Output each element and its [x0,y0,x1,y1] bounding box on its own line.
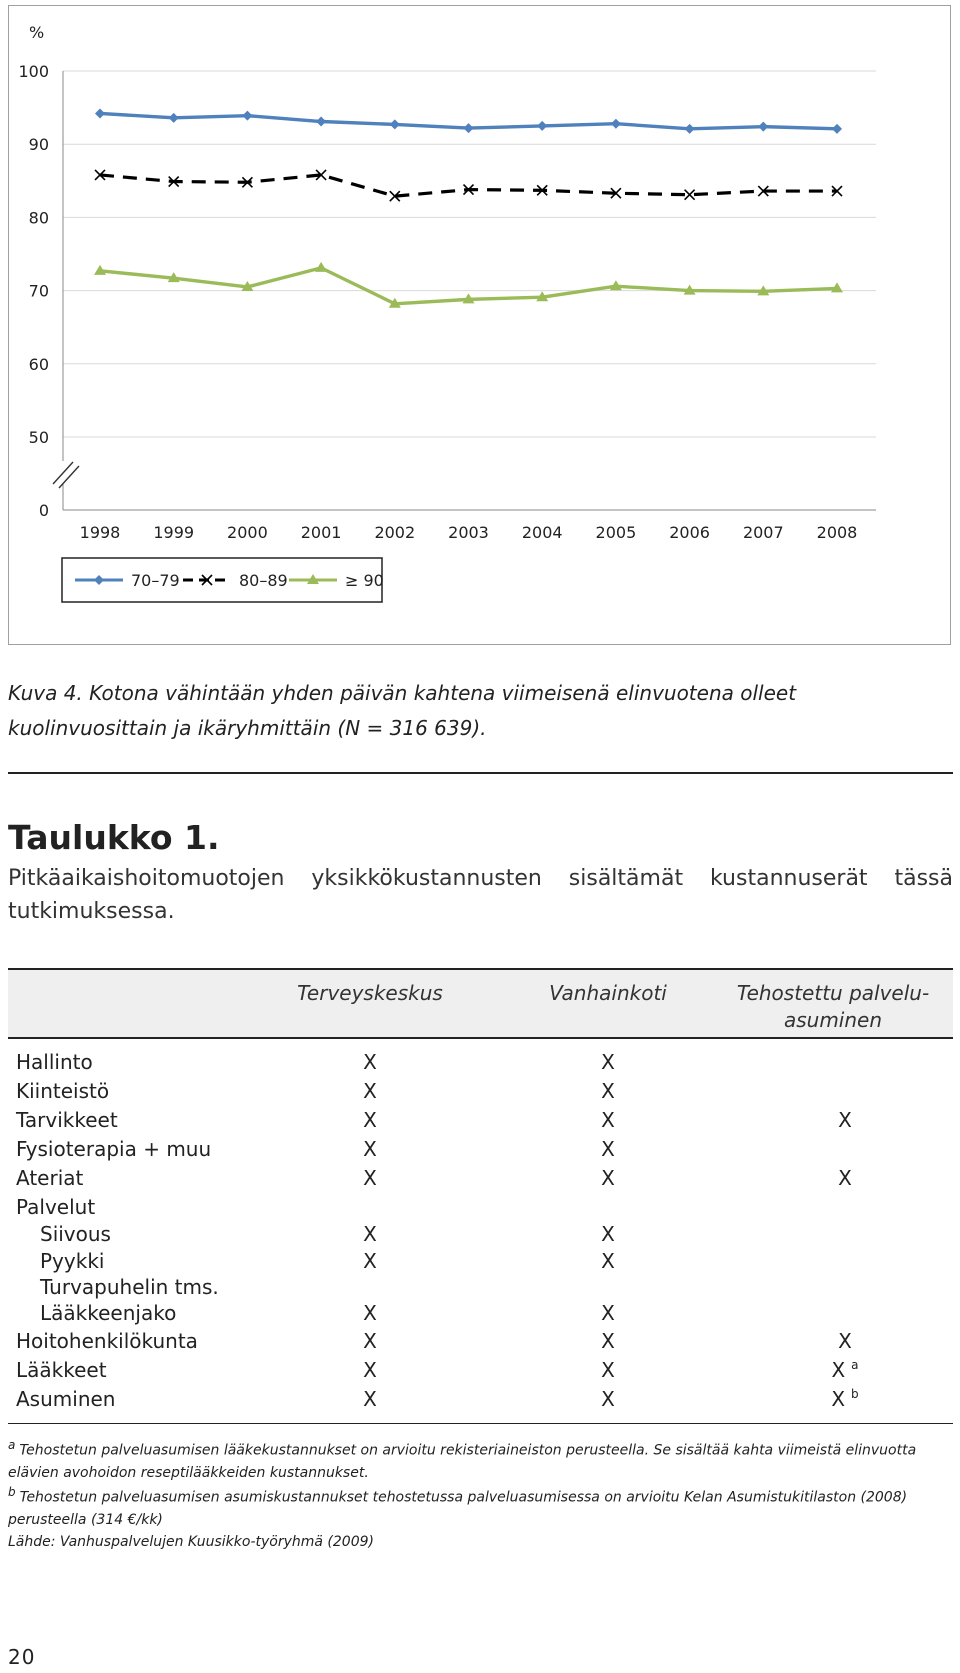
footnote-b-mark: b [8,1485,16,1499]
cell-tehostettu [825,1358,865,1382]
table-row [8,1137,953,1165]
row-label: Ateriat [16,1166,84,1190]
data-point [315,262,327,272]
x-tick-label: 2001 [300,523,342,542]
table-row [8,1108,953,1136]
header-tehostettu-line2: asuminen [783,1008,883,1032]
cell-tehostettu-value: X [838,1329,852,1353]
cell-vanhainkoti: X [601,1050,615,1074]
cell-tehostettu-value: X [831,1358,846,1382]
page-number: 20 [8,1645,36,1669]
cell-terveyskeskus: X [363,1387,377,1411]
table-row [8,1301,953,1329]
table-row [8,1275,953,1303]
x-tick-label: 2005 [595,523,637,542]
data-point [685,124,695,134]
figure-caption: Kuva 4. Kotona vähintään yhden päivän kahtena viimeisenä elinvuotena olleet kuolinvuosittain ja ikäryhmittäin (N = 316 639). [8,681,797,740]
row-label: Hallinto [16,1050,93,1074]
table-title: Taulukko 1. [8,818,220,857]
header-tehostettu-line1: Tehostettu palvelu- [736,981,930,1005]
x-tick-label: 1998 [79,523,121,542]
y-tick-label: 60 [28,354,49,374]
data-point [242,111,252,121]
footnote-a-text: Tehostetun palveluasumisen lääkekustannukset on arvioitu rekisteriaineiston perusteella. Se sisältää kahta viimeistä elinvuotta elävien avohoidon reseptilääkkeiden kustannukset. [8,1442,917,1481]
row-label: Pyykki [40,1249,105,1273]
cell-vanhainkoti: X [601,1329,615,1353]
header-vanhainkoti: Vanhainkoti [549,981,667,1005]
footnote-a-mark: a [8,1438,16,1452]
data-point [464,123,474,133]
table-row [8,1166,953,1194]
footnote-b-text: Tehostetun palveluasumisen asumiskustannukset tehostetussa palveluasumisessa on arvioitu Kelan Asumistukitilaston (2008) perusteella (314 €/kk) [8,1489,908,1528]
cell-tehostettu [825,1329,865,1353]
table-row [8,1249,953,1277]
section-rule [8,772,953,774]
cell-terveyskeskus: X [363,1050,377,1074]
cell-vanhainkoti: X [601,1249,615,1273]
data-point [685,190,695,200]
y-tick-label: 0 [38,501,49,520]
row-label: Turvapuhelin tms. [40,1275,219,1299]
data-point [390,119,400,129]
cell-tehostettu [825,1108,865,1132]
data-point [537,121,547,131]
cell-vanhainkoti: X [601,1222,615,1246]
row-label: Asuminen [16,1387,116,1411]
table-row [8,1222,953,1250]
y-tick-label: 80 [28,208,49,228]
cell-terveyskeskus: X [363,1079,377,1103]
cell-vanhainkoti: X [601,1301,615,1325]
row-label: Siivous [40,1222,111,1246]
cell-terveyskeskus: X [363,1301,377,1325]
cell-terveyskeskus: X [363,1358,377,1382]
y-tick-label: 100 [18,62,49,81]
table-row [8,1387,953,1415]
legend-label: 80–89 [239,571,288,590]
row-label: Tarvikkeet [16,1108,118,1132]
row-label: Fysioterapia + muu [16,1137,212,1161]
data-point [169,113,179,123]
cell-tehostettu-value: X [831,1387,846,1411]
table-row [8,1050,953,1078]
y-tick-label: 50 [28,428,49,447]
x-tick-label: 2007 [742,523,784,542]
x-tick-label: 2000 [227,523,268,542]
line-chart [9,6,950,644]
cell-vanhainkoti: X [601,1166,615,1190]
table-row [8,1195,953,1223]
series-line-1 [100,175,837,196]
row-label: Kiinteistö [16,1079,110,1103]
source-note: Lähde: Vanhuspalvelujen Kuusikko-työryhmä (2009) [8,1533,374,1550]
cell-terveyskeskus: X [363,1249,377,1273]
data-point [832,124,842,134]
row-label: Lääkkeenjako [40,1301,177,1325]
table-row [8,1329,953,1357]
row-label: Palvelut [16,1195,96,1219]
table-subtitle: Pitkäaikaishoitomuotojen yksikkökustannusten sisältämät kustannuserät tässä tutkimuksessa. [8,866,953,924]
cell-vanhainkoti: X [601,1358,615,1382]
cell-terveyskeskus: X [363,1166,377,1190]
x-tick-label: 2002 [374,523,416,542]
cell-tehostettu [825,1387,865,1411]
x-tick-label: 1999 [153,523,195,542]
cell-footnote-mark: b [851,1387,859,1402]
header-terveyskeskus: Terveyskeskus [297,981,443,1005]
table-row [8,1079,953,1107]
cell-tehostettu-value: X [838,1108,852,1132]
cell-terveyskeskus: X [363,1108,377,1132]
row-label: Hoitohenkilökunta [16,1329,198,1353]
legend-label: 70–79 [131,571,180,590]
x-tick-label: 2008 [816,523,858,542]
data-point [758,122,768,132]
legend-label: ≥ 90 [345,571,384,590]
cell-vanhainkoti: X [601,1137,615,1161]
cell-footnote-mark: a [851,1358,859,1373]
table-header [8,968,953,1039]
data-point [95,108,105,118]
y-tick-label: 70 [28,281,49,301]
cell-vanhainkoti: X [601,1387,615,1411]
cell-vanhainkoti: X [601,1108,615,1132]
data-point [316,117,326,127]
cell-terveyskeskus: X [363,1222,377,1246]
x-tick-label: 2006 [669,523,710,542]
cell-tehostettu-value: X [838,1166,852,1190]
table-row [8,1358,953,1386]
x-tick-label: 2003 [448,523,489,542]
footnote-a [8,1434,953,1484]
line-chart-frame [8,5,951,645]
y-axis-label: % [29,23,45,42]
cell-terveyskeskus: X [363,1137,377,1161]
cell-vanhainkoti: X [601,1079,615,1103]
table-bottom-rule [8,1423,953,1424]
cell-terveyskeskus: X [363,1329,377,1353]
header-tehostettu [718,980,948,1034]
data-point [611,119,621,129]
x-tick-label: 2004 [521,523,563,542]
row-label: Lääkkeet [16,1358,107,1382]
cell-tehostettu [825,1166,865,1190]
y-tick-label: 90 [28,135,49,155]
footnote-b [8,1481,953,1553]
